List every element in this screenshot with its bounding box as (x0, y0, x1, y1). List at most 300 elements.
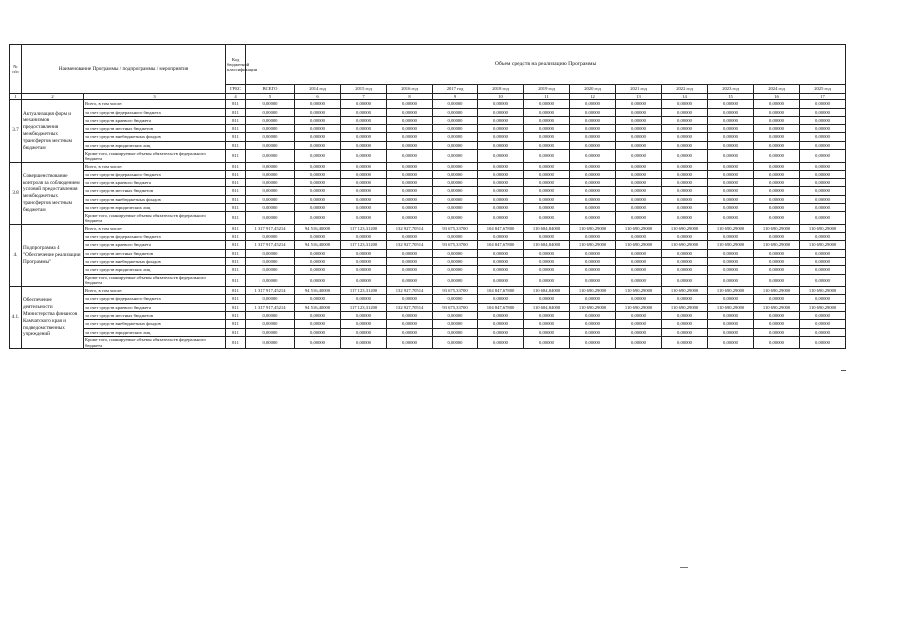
header-volume: Объем средств на реализацию Программы (246, 45, 846, 85)
year-amount-cell: 0,00000 (295, 204, 341, 212)
year-amount-cell: 0,00000 (662, 195, 708, 203)
header-name: Наименование Программы / подпрограммы / мероприятия (22, 45, 226, 94)
year-amount-cell: 94 516,40000 (295, 287, 341, 295)
year-amount-cell: 0,00000 (616, 162, 662, 170)
year-amount-cell: 110 690,29000 (570, 224, 616, 232)
year-amount-cell: 0,00000 (662, 258, 708, 266)
funding-source-label: за счет средств местных бюджетов (84, 249, 226, 257)
year-amount-cell: 93 675,33700 (433, 303, 478, 311)
year-amount-cell: 0,00000 (341, 295, 387, 303)
year-amount-cell: 0,00000 (570, 336, 616, 349)
year-amount-cell: 0,00000 (524, 170, 570, 178)
funding-source-label: за счет средств краевого бюджета (84, 303, 226, 311)
year-amount-cell: 0,00000 (800, 195, 846, 203)
table-row (10, 141, 846, 149)
year-amount-cell: 110 690,29000 (616, 241, 662, 249)
total-amount-cell: 0,00000 (246, 170, 295, 178)
table-row (10, 125, 846, 133)
year-amount-cell: 110 690,29000 (662, 287, 708, 295)
year-amount-cell: 0,00000 (478, 204, 524, 212)
year-amount-cell: 0,00000 (800, 170, 846, 178)
year-amount-cell: 0,00000 (341, 204, 387, 212)
funding-source-label: за счет средств краевого бюджета (84, 116, 226, 124)
funding-source-label: Всего, в том числе: (84, 287, 226, 295)
year-amount-cell: 0,00000 (433, 141, 478, 149)
year-amount-cell: 0,00000 (433, 274, 478, 287)
year-amount-cell: 0,00000 (800, 162, 846, 170)
year-amount-cell: 104 847,67800 (478, 303, 524, 311)
year-amount-cell: 0,00000 (662, 295, 708, 303)
year-amount-cell: 0,00000 (295, 125, 341, 133)
year-amount-cell: 0,00000 (662, 233, 708, 241)
year-amount-cell: 0,00000 (800, 295, 846, 303)
year-amount-cell: 0,00000 (341, 179, 387, 187)
year-amount-cell: 0,00000 (295, 295, 341, 303)
year-amount-cell: 0,00000 (387, 328, 433, 336)
grbs-code: 811 (226, 100, 246, 108)
year-amount-cell: 0,00000 (616, 266, 662, 274)
year-amount-cell: 0,00000 (800, 249, 846, 257)
year-amount-cell: 0,00000 (662, 312, 708, 320)
header-year: 2024 год (754, 85, 800, 94)
total-amount-cell: 0,00000 (246, 312, 295, 320)
year-amount-cell: 0,00000 (754, 141, 800, 149)
year-amount-cell: 0,00000 (478, 312, 524, 320)
year-amount-cell: 110 690,29000 (708, 241, 754, 249)
year-amount-cell: 132 927,70514 (387, 287, 433, 295)
year-amount-cell: 0,00000 (295, 100, 341, 108)
year-amount-cell: 94 516,40000 (295, 224, 341, 232)
year-amount-cell: 0,00000 (754, 195, 800, 203)
grbs-code: 811 (226, 162, 246, 170)
year-amount-cell: 0,00000 (341, 336, 387, 349)
grbs-code: 811 (226, 287, 246, 295)
year-amount-cell: 0,00000 (433, 249, 478, 257)
year-amount-cell: 0,00000 (754, 312, 800, 320)
program-name: Подпрограмма 4 "Обеспечение реализации Программы" (22, 224, 84, 286)
year-amount-cell: 0,00000 (341, 162, 387, 170)
year-amount-cell: 132 927,70514 (387, 241, 433, 249)
year-amount-cell: 0,00000 (616, 100, 662, 108)
funding-source-label: Кроме того, планируемые объемы обязательств федерального бюджета (84, 336, 226, 349)
year-amount-cell: 0,00000 (295, 187, 341, 195)
year-amount-cell: 0,00000 (616, 328, 662, 336)
year-amount-cell: 0,00000 (754, 274, 800, 287)
year-amount-cell: 0,00000 (295, 162, 341, 170)
year-amount-cell: 0,00000 (662, 328, 708, 336)
year-amount-cell: 0,00000 (616, 179, 662, 187)
year-amount-cell: 0,00000 (387, 274, 433, 287)
year-amount-cell: 0,00000 (433, 116, 478, 124)
year-amount-cell: 0,00000 (295, 212, 341, 225)
year-amount-cell: 110 690,29000 (754, 241, 800, 249)
total-amount-cell: 0,00000 (246, 249, 295, 257)
table-row (10, 336, 846, 349)
year-amount-cell: 0,00000 (800, 108, 846, 116)
funding-source-label: за счет средств федерального бюджета (84, 233, 226, 241)
row-number: 3.7 (10, 100, 22, 162)
header-year: 2019 год (524, 85, 570, 94)
year-amount-cell: 0,00000 (616, 204, 662, 212)
table-row (10, 266, 846, 274)
year-amount-cell: 0,00000 (295, 141, 341, 149)
year-amount-cell: 0,00000 (754, 336, 800, 349)
year-amount-cell: 0,00000 (478, 258, 524, 266)
year-amount-cell: 0,00000 (478, 233, 524, 241)
year-amount-cell: 110 690,29000 (754, 303, 800, 311)
funding-source-label: за счет средств внебюджетных фондов (84, 133, 226, 141)
year-amount-cell: 0,00000 (341, 141, 387, 149)
year-amount-cell: 0,00000 (387, 116, 433, 124)
year-amount-cell: 0,00000 (616, 116, 662, 124)
year-amount-cell: 0,00000 (800, 258, 846, 266)
year-amount-cell: 0,00000 (387, 187, 433, 195)
table-row (10, 249, 846, 257)
year-amount-cell: 0,00000 (754, 204, 800, 212)
year-amount-cell: 104 847,67800 (478, 287, 524, 295)
year-amount-cell: 0,00000 (387, 100, 433, 108)
year-amount-cell: 0,00000 (708, 133, 754, 141)
year-amount-cell: 0,00000 (616, 274, 662, 287)
year-amount-cell: 0,00000 (433, 212, 478, 225)
year-amount-cell: 0,00000 (708, 258, 754, 266)
column-index: 11 (524, 94, 570, 100)
year-amount-cell: 0,00000 (387, 258, 433, 266)
year-amount-cell: 0,00000 (524, 258, 570, 266)
year-amount-cell: 132 927,70514 (387, 224, 433, 232)
year-amount-cell: 117 123,31200 (341, 287, 387, 295)
year-amount-cell: 0,00000 (800, 233, 846, 241)
year-amount-cell: 0,00000 (662, 125, 708, 133)
table-row (10, 312, 846, 320)
scan-mark (680, 567, 688, 568)
year-amount-cell: 0,00000 (708, 312, 754, 320)
funding-source-label: Кроме того, планируемые объемы обязательств федерального бюджета (84, 212, 226, 225)
year-amount-cell: 110 690,29000 (616, 287, 662, 295)
total-amount-cell: 0,00000 (246, 328, 295, 336)
year-amount-cell: 0,00000 (524, 133, 570, 141)
table-row (10, 150, 846, 163)
year-amount-cell: 0,00000 (754, 162, 800, 170)
year-amount-cell: 0,00000 (570, 249, 616, 257)
grbs-code: 811 (226, 328, 246, 336)
year-amount-cell: 0,00000 (433, 108, 478, 116)
year-amount-cell: 0,00000 (800, 116, 846, 124)
year-amount-cell: 0,00000 (478, 195, 524, 203)
year-amount-cell: 0,00000 (433, 266, 478, 274)
year-amount-cell: 0,00000 (433, 195, 478, 203)
year-amount-cell: 0,00000 (524, 328, 570, 336)
year-amount-cell: 110 690,29000 (570, 303, 616, 311)
year-amount-cell: 0,00000 (708, 336, 754, 349)
year-amount-cell: 0,00000 (754, 150, 800, 163)
year-amount-cell: 0,00000 (662, 116, 708, 124)
year-amount-cell: 0,00000 (478, 141, 524, 149)
year-amount-cell: 0,00000 (800, 328, 846, 336)
total-amount-cell: 0,00000 (246, 141, 295, 149)
year-amount-cell: 0,00000 (295, 150, 341, 163)
year-amount-cell: 110 690,29000 (800, 287, 846, 295)
year-amount-cell: 0,00000 (295, 258, 341, 266)
year-amount-cell: 0,00000 (295, 328, 341, 336)
year-amount-cell: 0,00000 (387, 320, 433, 328)
table-row (10, 170, 846, 178)
year-amount-cell: 0,00000 (433, 336, 478, 349)
year-amount-cell: 110 690,29000 (616, 224, 662, 232)
grbs-code: 811 (226, 170, 246, 178)
header-year: 2020 год (570, 85, 616, 94)
year-amount-cell: 0,00000 (387, 195, 433, 203)
total-amount-cell: 0,00000 (246, 274, 295, 287)
funding-source-label: за счет средств федерального бюджета (84, 170, 226, 178)
year-amount-cell: 0,00000 (524, 116, 570, 124)
funding-source-label: за счет средств юридических лиц (84, 141, 226, 149)
total-amount-cell: 0,00000 (246, 100, 295, 108)
funding-source-label: за счет средств юридических лиц (84, 328, 226, 336)
table-row (10, 116, 846, 124)
year-amount-cell: 0,00000 (754, 179, 800, 187)
year-amount-cell: 0,00000 (708, 320, 754, 328)
year-amount-cell: 0,00000 (662, 274, 708, 287)
year-amount-cell: 104 847,67800 (478, 241, 524, 249)
year-amount-cell: 0,00000 (478, 116, 524, 124)
year-amount-cell: 0,00000 (387, 312, 433, 320)
year-amount-cell: 0,00000 (524, 125, 570, 133)
table-row (10, 328, 846, 336)
year-amount-cell: 0,00000 (662, 212, 708, 225)
column-index: 17 (800, 94, 846, 100)
year-amount-cell: 93 675,33700 (433, 287, 478, 295)
year-amount-cell: 0,00000 (570, 274, 616, 287)
year-amount-cell: 0,00000 (341, 170, 387, 178)
year-amount-cell: 0,00000 (800, 179, 846, 187)
year-amount-cell: 0,00000 (570, 141, 616, 149)
column-index: 10 (478, 94, 524, 100)
year-amount-cell: 0,00000 (478, 212, 524, 225)
year-amount-cell: 0,00000 (478, 125, 524, 133)
year-amount-cell: 0,00000 (524, 195, 570, 203)
year-amount-cell: 0,00000 (708, 108, 754, 116)
year-amount-cell: 0,00000 (433, 179, 478, 187)
year-amount-cell: 0,00000 (433, 258, 478, 266)
column-index: 4 (226, 94, 246, 100)
year-amount-cell: 0,00000 (478, 266, 524, 274)
year-amount-cell: 0,00000 (708, 204, 754, 212)
funding-source-label: за счет средств краевого бюджета (84, 179, 226, 187)
funding-source-label: за счет средств местных бюджетов (84, 125, 226, 133)
year-amount-cell: 0,00000 (524, 274, 570, 287)
year-amount-cell: 0,00000 (616, 150, 662, 163)
total-amount-cell: 0,00000 (246, 233, 295, 241)
year-amount-cell: 0,00000 (341, 125, 387, 133)
year-amount-cell: 0,00000 (478, 320, 524, 328)
year-amount-cell: 0,00000 (570, 312, 616, 320)
year-amount-cell: 0,00000 (616, 258, 662, 266)
total-amount-cell: 0,00000 (246, 125, 295, 133)
grbs-code: 811 (226, 108, 246, 116)
column-index: 3 (84, 94, 226, 100)
year-amount-cell: 0,00000 (662, 150, 708, 163)
year-amount-cell: 0,00000 (708, 187, 754, 195)
grbs-code: 811 (226, 204, 246, 212)
grbs-code: 811 (226, 179, 246, 187)
header-year: 2021 год (616, 85, 662, 94)
column-index: 13 (616, 94, 662, 100)
year-amount-cell: 0,00000 (800, 312, 846, 320)
year-amount-cell: 0,00000 (616, 249, 662, 257)
funding-source-label: Кроме того, планируемые объемы обязательств федерального бюджета (84, 274, 226, 287)
year-amount-cell: 0,00000 (616, 312, 662, 320)
grbs-code: 811 (226, 212, 246, 225)
year-amount-cell: 0,00000 (341, 266, 387, 274)
table-row (10, 162, 846, 170)
year-amount-cell: 0,00000 (524, 204, 570, 212)
year-amount-cell: 0,00000 (524, 187, 570, 195)
page-mark (841, 370, 846, 371)
total-amount-cell: 0,00000 (246, 266, 295, 274)
year-amount-cell: 0,00000 (433, 320, 478, 328)
table-row (10, 224, 846, 232)
year-amount-cell: 0,00000 (433, 100, 478, 108)
header-grbs: ГРБС (226, 85, 246, 94)
year-amount-cell: 0,00000 (433, 162, 478, 170)
year-amount-cell: 0,00000 (295, 179, 341, 187)
table-row (10, 195, 846, 203)
header-year: 2023 год (708, 85, 754, 94)
year-amount-cell: 0,00000 (295, 170, 341, 178)
year-amount-cell: 0,00000 (524, 295, 570, 303)
year-amount-cell: 0,00000 (754, 100, 800, 108)
year-amount-cell: 0,00000 (341, 133, 387, 141)
year-amount-cell: 0,00000 (524, 266, 570, 274)
total-amount-cell: 0,00000 (246, 258, 295, 266)
column-index: 6 (295, 94, 341, 100)
year-amount-cell: 0,00000 (387, 133, 433, 141)
total-amount-cell: 0,00000 (246, 150, 295, 163)
year-amount-cell: 0,00000 (387, 179, 433, 187)
year-amount-cell: 0,00000 (433, 150, 478, 163)
header-year: 2022 год (662, 85, 708, 94)
year-amount-cell: 0,00000 (478, 133, 524, 141)
table-row (10, 133, 846, 141)
header-year: 2017 год (433, 85, 478, 94)
year-amount-cell: 0,00000 (662, 187, 708, 195)
year-amount-cell: 94 516,40000 (295, 241, 341, 249)
grbs-code: 811 (226, 133, 246, 141)
year-amount-cell: 0,00000 (754, 125, 800, 133)
year-amount-cell: 0,00000 (570, 212, 616, 225)
year-amount-cell: 0,00000 (341, 116, 387, 124)
year-amount-cell: 110 690,29000 (616, 303, 662, 311)
column-index: 16 (754, 94, 800, 100)
year-amount-cell: 110 684,84000 (524, 303, 570, 311)
year-amount-cell: 0,00000 (800, 320, 846, 328)
total-amount-cell: 0,00000 (246, 133, 295, 141)
year-amount-cell: 0,00000 (387, 204, 433, 212)
funding-source-label: за счет средств юридических лиц (84, 204, 226, 212)
year-amount-cell: 0,00000 (478, 100, 524, 108)
total-amount-cell: 1 317 917,45214 (246, 241, 295, 249)
year-amount-cell: 0,00000 (524, 336, 570, 349)
year-amount-cell: 0,00000 (387, 266, 433, 274)
year-amount-cell: 0,00000 (570, 204, 616, 212)
year-amount-cell: 0,00000 (341, 212, 387, 225)
year-amount-cell: 0,00000 (478, 336, 524, 349)
header-year: 2016 год (387, 85, 433, 94)
year-amount-cell: 0,00000 (570, 100, 616, 108)
total-amount-cell: 0,00000 (246, 295, 295, 303)
year-amount-cell: 0,00000 (800, 141, 846, 149)
row-number: 4. (10, 224, 22, 286)
column-index: 7 (341, 94, 387, 100)
year-amount-cell: 0,00000 (754, 170, 800, 178)
funding-source-label: за счет средств федерального бюджета (84, 295, 226, 303)
year-amount-cell: 0,00000 (800, 266, 846, 274)
funding-source-label: за счет средств внебюджетных фондов (84, 258, 226, 266)
year-amount-cell: 0,00000 (800, 150, 846, 163)
table-row (10, 320, 846, 328)
table-row (10, 100, 846, 108)
year-amount-cell: 0,00000 (708, 295, 754, 303)
funding-source-label: за счет средств внебюджетных фондов (84, 195, 226, 203)
year-amount-cell: 0,00000 (387, 162, 433, 170)
column-index: 12 (570, 94, 616, 100)
year-amount-cell: 0,00000 (478, 162, 524, 170)
year-amount-cell: 0,00000 (570, 233, 616, 241)
total-amount-cell: 0,00000 (246, 116, 295, 124)
total-amount-cell: 0,00000 (246, 204, 295, 212)
year-amount-cell: 0,00000 (478, 295, 524, 303)
header-year: 2015 год (341, 85, 387, 94)
year-amount-cell: 0,00000 (433, 233, 478, 241)
table-row (10, 295, 846, 303)
year-amount-cell: 0,00000 (570, 328, 616, 336)
year-amount-cell: 0,00000 (754, 258, 800, 266)
year-amount-cell: 0,00000 (570, 266, 616, 274)
column-index: 15 (708, 94, 754, 100)
column-index: 1 (10, 94, 22, 100)
header-total: ВСЕГО (246, 85, 295, 94)
year-amount-cell: 0,00000 (478, 328, 524, 336)
year-amount-cell: 0,00000 (433, 295, 478, 303)
year-amount-cell: 0,00000 (341, 233, 387, 241)
year-amount-cell: 0,00000 (524, 212, 570, 225)
total-amount-cell: 1 317 917,45214 (246, 303, 295, 311)
row-number: 4.1. (10, 287, 22, 349)
year-amount-cell: 110 690,29000 (800, 224, 846, 232)
budget-table-sheet (9, 44, 845, 349)
funding-source-label: Всего, в том числе: (84, 100, 226, 108)
year-amount-cell: 110 690,29000 (570, 287, 616, 295)
year-amount-cell: 0,00000 (295, 108, 341, 116)
year-amount-cell: 117 123,31200 (341, 224, 387, 232)
year-amount-cell: 0,00000 (708, 125, 754, 133)
year-amount-cell: 0,00000 (662, 133, 708, 141)
column-index: 8 (387, 94, 433, 100)
grbs-code: 811 (226, 258, 246, 266)
year-amount-cell: 0,00000 (754, 249, 800, 257)
year-amount-cell: 0,00000 (387, 233, 433, 241)
year-amount-cell: 0,00000 (524, 179, 570, 187)
year-amount-cell: 0,00000 (478, 179, 524, 187)
year-amount-cell: 0,00000 (616, 336, 662, 349)
year-amount-cell: 0,00000 (708, 195, 754, 203)
year-amount-cell: 0,00000 (616, 320, 662, 328)
grbs-code: 811 (226, 241, 246, 249)
year-amount-cell: 0,00000 (295, 133, 341, 141)
year-amount-cell: 0,00000 (295, 249, 341, 257)
year-amount-cell: 0,00000 (570, 320, 616, 328)
